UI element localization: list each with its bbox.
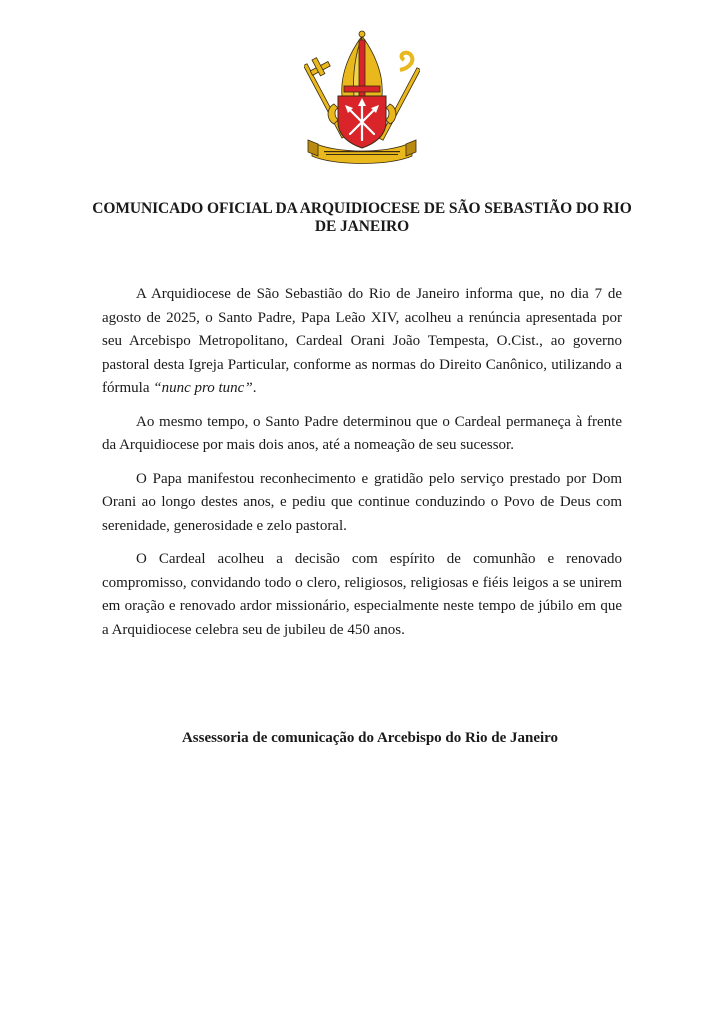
paragraph-1 — [102, 283, 622, 401]
paragraph-2-text: Ao mesmo tempo, o Santo Padre determinou que o Cardeal permaneça à frente da Arquidiocese por mais dois anos, até a nomeação de seu sucessor. — [102, 413, 622, 453]
paragraph-1-text: A Arquidiocese de São Sebastião do Rio de Janeiro informa que, no dia 7 de agosto de 2025, o Santo Padre, Papa Leão XIV, acolheu a renúncia apresentada por seu Arcebispo Metropolitano, Cardeal Orani João Tempesta, O.Cist., ao governo pastoral desta Igreja Particular, conforme as normas do Direito Canônico, utilizando a fórmula — [102, 286, 622, 396]
paragraph-4 — [102, 548, 622, 642]
paragraph-1-end: . — [252, 380, 257, 396]
paragraph-3-text: O Papa manifestou reconhecimento e gratidão pelo serviço prestado por Dom Orani ao longo destes anos, e pediu que continue conduzindo o Povo de Deus com serenidade, generosidade e zelo pastoral. — [102, 470, 622, 534]
paragraph-1-emphasis: “nunc pro tunc” — [153, 380, 253, 396]
paragraph-3 — [102, 468, 622, 539]
paragraph-4-text: O Cardeal acolheu a decisão com espírito de comunhão e renovado compromisso, convidando todo o clero, religiosos, religiosas e fiéis leigos a se unirem em oração e renovado ardor missionário, especialmente neste tempo de júbilo em que a Arquidiocese celebra seu de jubileu de 450 anos. — [102, 551, 622, 638]
document-title: COMUNICADO OFICIAL DA ARQUIDIOCESE DE SÃO SEBASTIÃO DO RIO DE JANEIRO — [92, 200, 632, 235]
signature: Assessoria de comunicação do Arcebispo do Rio de Janeiro — [181, 730, 559, 746]
archdiocese-coat-of-arms-icon — [304, 30, 420, 164]
document-body — [102, 283, 622, 652]
paragraph-2 — [102, 411, 622, 458]
